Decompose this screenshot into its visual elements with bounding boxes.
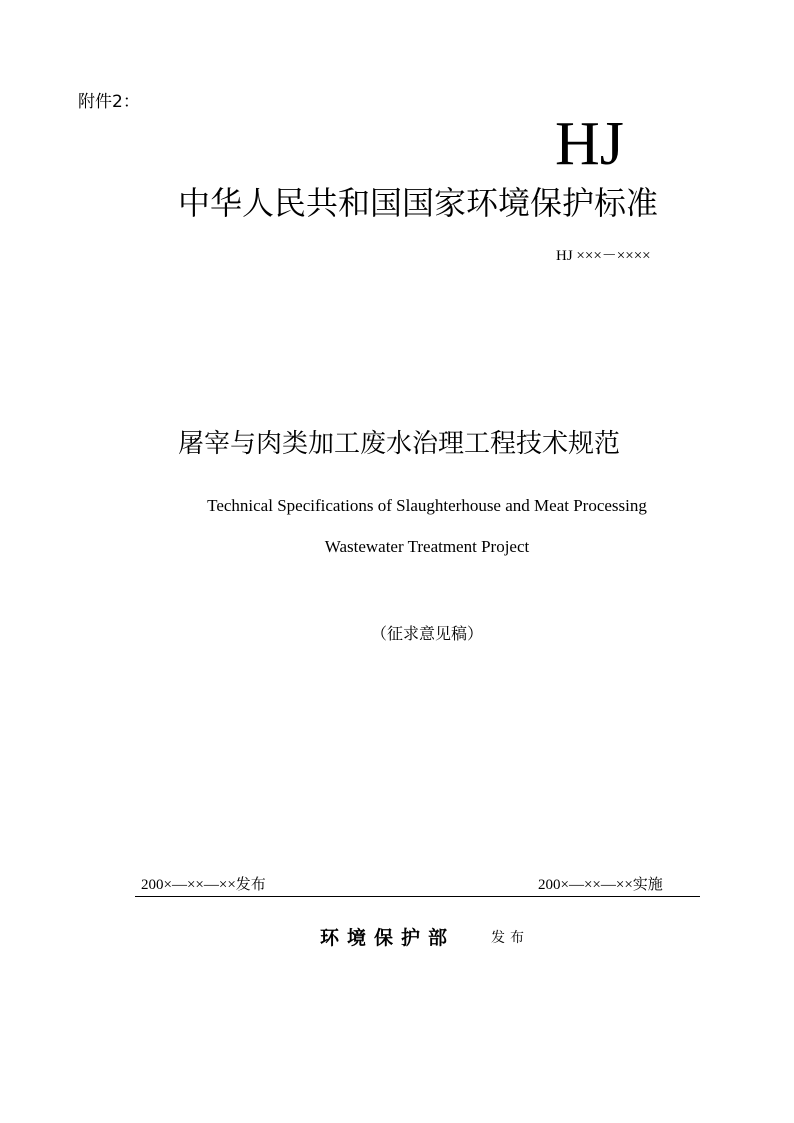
footer-divider [135, 896, 700, 897]
draft-label: （征求意见稿） [370, 624, 483, 643]
attachment-label: 附件2： [78, 92, 140, 112]
publish-date: 200×—××—××发布 [141, 877, 266, 893]
implement-date: 200×—××—××实施 [538, 877, 663, 893]
standard-number: HJ ×××－×××× [556, 248, 651, 264]
document-title-cn: 屠宰与肉类加工废水治理工程技术规范 [178, 429, 621, 459]
issue-label: 发布 [491, 930, 529, 946]
issuer-name: 环境保护部 [320, 927, 456, 949]
document-title-en-line1: Technical Specifications of Slaughterhouse and Meat Processing [207, 496, 647, 515]
document-title-en-line2: Wastewater Treatment Project [324, 537, 530, 556]
standard-title: 中华人民共和国国家环境保护标准 [178, 184, 659, 222]
standard-logo: HJ [555, 110, 624, 178]
